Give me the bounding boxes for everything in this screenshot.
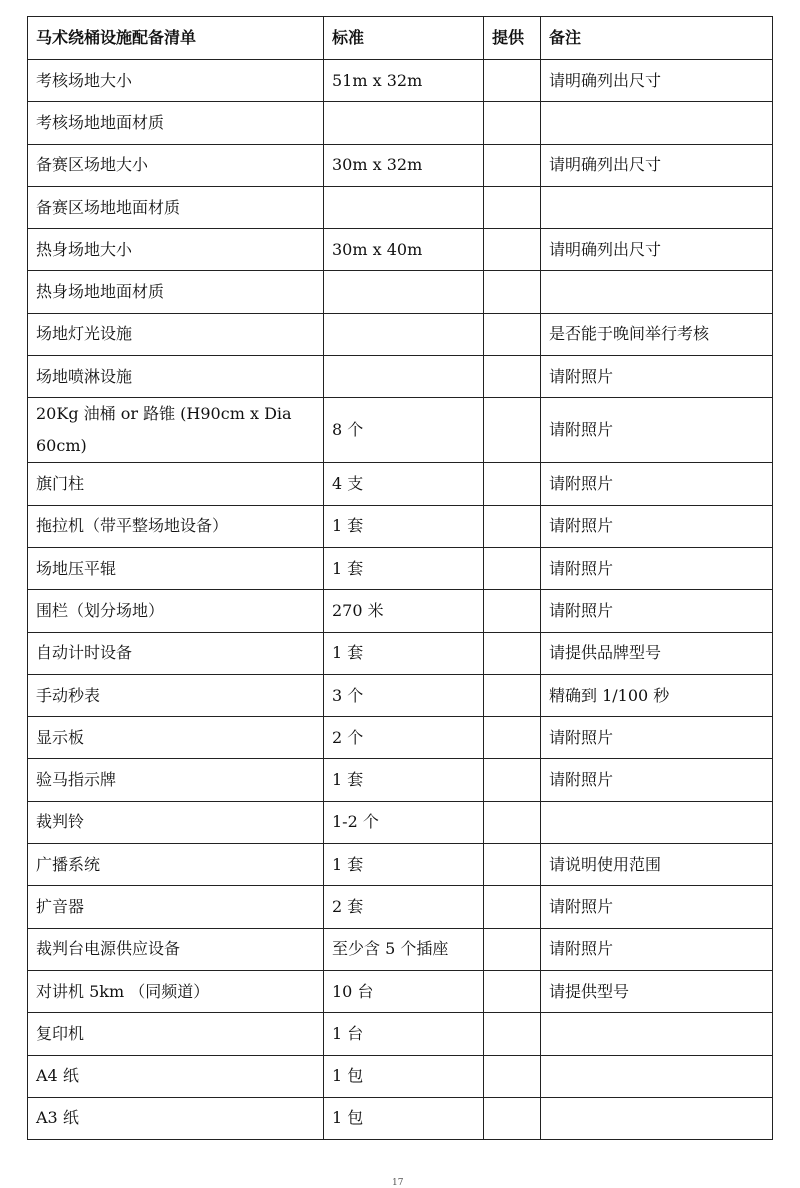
provided-cell bbox=[484, 60, 541, 102]
table-row bbox=[28, 717, 773, 759]
table-row bbox=[28, 313, 773, 355]
table-row bbox=[28, 674, 773, 716]
standard-cell: 1 包 bbox=[324, 1055, 484, 1097]
header-provided: 提供 bbox=[484, 17, 541, 60]
table-row bbox=[28, 356, 773, 398]
remarks-cell bbox=[541, 186, 773, 228]
provided-cell bbox=[484, 1097, 541, 1139]
provided-cell bbox=[484, 928, 541, 970]
provided-cell bbox=[484, 271, 541, 313]
remarks-cell bbox=[541, 102, 773, 144]
provided-cell bbox=[484, 313, 541, 355]
remarks-cell: 请附照片 bbox=[541, 886, 773, 928]
header-item: 马术绕桶设施配备清单 bbox=[28, 17, 324, 60]
table-row bbox=[28, 1097, 773, 1139]
provided-cell bbox=[484, 463, 541, 505]
item-cell: 手动秒表 bbox=[28, 674, 324, 716]
table-row bbox=[28, 886, 773, 928]
standard-cell bbox=[324, 102, 484, 144]
table-row bbox=[28, 102, 773, 144]
table-row bbox=[28, 1055, 773, 1097]
standard-cell: 8 个 bbox=[324, 398, 484, 463]
table-row bbox=[28, 928, 773, 970]
provided-cell bbox=[484, 505, 541, 547]
item-cell: 20Kg 油桶 or 路锥 (H90cm x Dia 60cm) bbox=[28, 398, 324, 463]
table-row bbox=[28, 844, 773, 886]
item-cell: 热身场地大小 bbox=[28, 229, 324, 271]
provided-cell bbox=[484, 970, 541, 1012]
standard-cell: 1-2 个 bbox=[324, 801, 484, 843]
table-row bbox=[28, 229, 773, 271]
standard-cell: 51m x 32m bbox=[324, 60, 484, 102]
item-cell: 场地喷淋设施 bbox=[28, 356, 324, 398]
provided-cell bbox=[484, 398, 541, 463]
item-cell: 拖拉机（带平整场地设备） bbox=[28, 505, 324, 547]
item-cell: 裁判铃 bbox=[28, 801, 324, 843]
table-row bbox=[28, 271, 773, 313]
remarks-cell: 请提供型号 bbox=[541, 970, 773, 1012]
standard-cell: 1 套 bbox=[324, 844, 484, 886]
table-body bbox=[28, 60, 773, 1140]
table-row bbox=[28, 144, 773, 186]
remarks-cell: 请明确列出尺寸 bbox=[541, 144, 773, 186]
standard-cell: 3 个 bbox=[324, 674, 484, 716]
remarks-cell bbox=[541, 1055, 773, 1097]
item-cell: 热身场地地面材质 bbox=[28, 271, 324, 313]
table-row bbox=[28, 463, 773, 505]
page-number: 17 bbox=[392, 1178, 404, 1188]
table-row bbox=[28, 759, 773, 801]
item-cell: 验马指示牌 bbox=[28, 759, 324, 801]
equipment-checklist-table bbox=[27, 16, 773, 1140]
provided-cell bbox=[484, 801, 541, 843]
remarks-cell: 请附照片 bbox=[541, 463, 773, 505]
item-cell: 扩音器 bbox=[28, 886, 324, 928]
standard-cell: 1 套 bbox=[324, 759, 484, 801]
standard-cell: 30m x 40m bbox=[324, 229, 484, 271]
standard-cell: 2 套 bbox=[324, 886, 484, 928]
provided-cell bbox=[484, 356, 541, 398]
standard-cell bbox=[324, 271, 484, 313]
provided-cell bbox=[484, 1055, 541, 1097]
remarks-cell: 精确到 1/100 秒 bbox=[541, 674, 773, 716]
provided-cell bbox=[484, 590, 541, 632]
item-cell: 场地压平辊 bbox=[28, 547, 324, 589]
remarks-cell: 是否能于晚间举行考核 bbox=[541, 313, 773, 355]
remarks-cell: 请附照片 bbox=[541, 505, 773, 547]
provided-cell bbox=[484, 144, 541, 186]
standard-cell: 4 支 bbox=[324, 463, 484, 505]
item-cell: 自动计时设备 bbox=[28, 632, 324, 674]
table-row bbox=[28, 60, 773, 102]
remarks-cell bbox=[541, 1013, 773, 1055]
provided-cell bbox=[484, 229, 541, 271]
item-cell: 显示板 bbox=[28, 717, 324, 759]
header-standard: 标准 bbox=[324, 17, 484, 60]
remarks-cell: 请附照片 bbox=[541, 928, 773, 970]
standard-cell bbox=[324, 186, 484, 228]
standard-cell bbox=[324, 356, 484, 398]
provided-cell bbox=[484, 759, 541, 801]
item-cell: 备赛区场地地面材质 bbox=[28, 186, 324, 228]
item-cell: A4 纸 bbox=[28, 1055, 324, 1097]
standard-cell: 270 米 bbox=[324, 590, 484, 632]
remarks-cell: 请附照片 bbox=[541, 590, 773, 632]
standard-cell: 1 台 bbox=[324, 1013, 484, 1055]
table-header-row bbox=[28, 17, 773, 60]
table-row bbox=[28, 590, 773, 632]
remarks-cell bbox=[541, 801, 773, 843]
standard-cell: 1 套 bbox=[324, 632, 484, 674]
remarks-cell bbox=[541, 1097, 773, 1139]
provided-cell bbox=[484, 674, 541, 716]
provided-cell bbox=[484, 886, 541, 928]
item-cell: 围栏（划分场地） bbox=[28, 590, 324, 632]
provided-cell bbox=[484, 844, 541, 886]
item-cell: 场地灯光设施 bbox=[28, 313, 324, 355]
provided-cell bbox=[484, 632, 541, 674]
remarks-cell: 请附照片 bbox=[541, 717, 773, 759]
standard-cell: 1 套 bbox=[324, 505, 484, 547]
standard-cell: 至少含 5 个插座 bbox=[324, 928, 484, 970]
header-remarks: 备注 bbox=[541, 17, 773, 60]
item-cell: 复印机 bbox=[28, 1013, 324, 1055]
remarks-cell: 请明确列出尺寸 bbox=[541, 60, 773, 102]
remarks-cell: 请明确列出尺寸 bbox=[541, 229, 773, 271]
item-cell: 备赛区场地大小 bbox=[28, 144, 324, 186]
table-row bbox=[28, 1013, 773, 1055]
remarks-cell: 请说明使用范围 bbox=[541, 844, 773, 886]
table-row bbox=[28, 398, 773, 463]
provided-cell bbox=[484, 186, 541, 228]
standard-cell: 10 台 bbox=[324, 970, 484, 1012]
table-row bbox=[28, 801, 773, 843]
standard-cell: 30m x 32m bbox=[324, 144, 484, 186]
provided-cell bbox=[484, 1013, 541, 1055]
remarks-cell: 请附照片 bbox=[541, 759, 773, 801]
item-cell: 旗门柱 bbox=[28, 463, 324, 505]
standard-cell bbox=[324, 313, 484, 355]
provided-cell bbox=[484, 717, 541, 759]
item-cell: 广播系统 bbox=[28, 844, 324, 886]
item-cell: 对讲机 5km （同频道） bbox=[28, 970, 324, 1012]
table-row bbox=[28, 970, 773, 1012]
standard-cell: 2 个 bbox=[324, 717, 484, 759]
table-row bbox=[28, 547, 773, 589]
table-row bbox=[28, 632, 773, 674]
item-cell: 考核场地大小 bbox=[28, 60, 324, 102]
standard-cell: 1 包 bbox=[324, 1097, 484, 1139]
provided-cell bbox=[484, 547, 541, 589]
item-cell: 考核场地地面材质 bbox=[28, 102, 324, 144]
remarks-cell: 请附照片 bbox=[541, 356, 773, 398]
standard-cell: 1 套 bbox=[324, 547, 484, 589]
remarks-cell: 请提供品牌型号 bbox=[541, 632, 773, 674]
table-row bbox=[28, 505, 773, 547]
table-row bbox=[28, 186, 773, 228]
remarks-cell bbox=[541, 271, 773, 313]
provided-cell bbox=[484, 102, 541, 144]
item-cell: A3 纸 bbox=[28, 1097, 324, 1139]
remarks-cell: 请附照片 bbox=[541, 547, 773, 589]
item-cell: 裁判台电源供应设备 bbox=[28, 928, 324, 970]
remarks-cell: 请附照片 bbox=[541, 398, 773, 463]
